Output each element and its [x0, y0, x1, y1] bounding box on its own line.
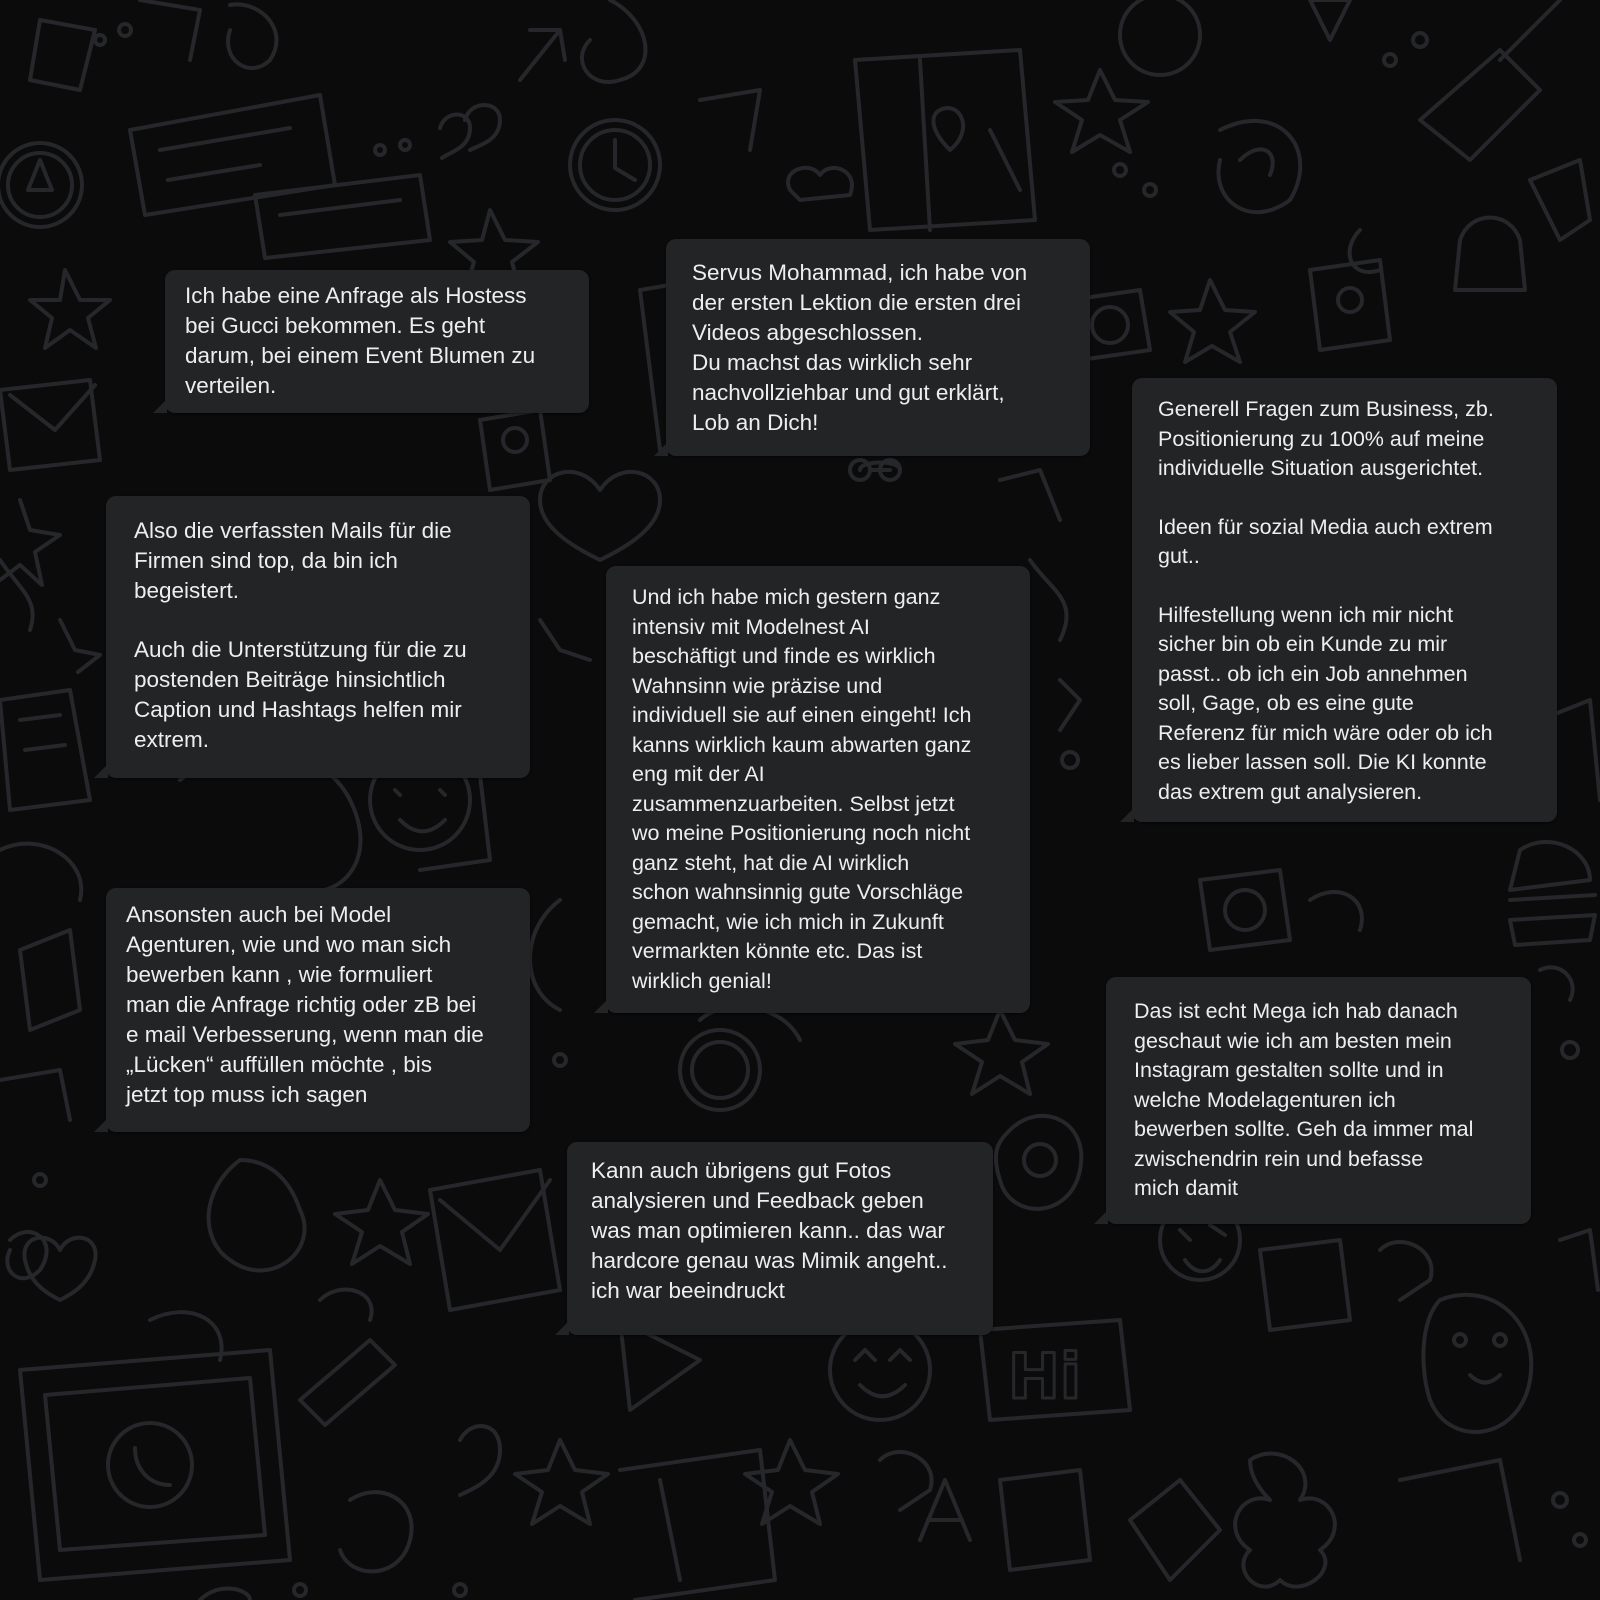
message-line: soll, Gage, ob es eine gute [1158, 691, 1414, 715]
message-line: was man optimieren kann.. das war [591, 1218, 945, 1243]
message-paragraph [134, 516, 510, 606]
bubble-tail [94, 764, 108, 778]
message-text [126, 900, 510, 1110]
message-line: Servus Mohammad, ich habe von [692, 260, 1028, 285]
message-line: passt.. ob ich ein Job annehmen [1158, 661, 1468, 686]
message-paragraph [1158, 395, 1543, 484]
message-line: Generell Fragen zum Business, zb. [1158, 397, 1494, 421]
message-line: das extrem gut analysieren. [1158, 779, 1423, 804]
message-line: darum, bei einem Event Blumen zu [185, 343, 536, 368]
message-line: Das ist echt Mega ich hab danach [1134, 999, 1458, 1023]
message-line: e mail Verbesserung, wenn man die [126, 1022, 484, 1047]
message-bubble-fotos-analysieren[interactable] [567, 1142, 993, 1335]
message-line: zwischendrin rein und befasse [1134, 1146, 1424, 1171]
message-line: mich damit [1134, 1176, 1238, 1200]
message-line: ich war beeindruckt [591, 1278, 785, 1303]
message-line: beschäftigt und finde es wirklich [632, 644, 936, 668]
message-line: „Lücken“ auffüllen möchte , bis [126, 1052, 433, 1077]
message-line: bewerben sollte. Geh da immer mal [1134, 1117, 1474, 1141]
message-bubble-gucci-hostess[interactable] [165, 270, 589, 413]
message-line: intensiv mit Modelnest AI [632, 614, 870, 639]
message-line: individuell sie auf einen eingeht! Ich [632, 703, 972, 727]
message-line: Hilfestellung wenn ich mir nicht [1158, 602, 1454, 627]
message-line: eng mit der AI [632, 762, 765, 786]
message-line: gut.. [1158, 544, 1200, 568]
bubble-tail [654, 442, 668, 456]
message-line: zusammenzuarbeiten. Selbst jetzt [632, 791, 955, 816]
bubble-tail [94, 1118, 108, 1132]
message-text [185, 281, 569, 401]
message-line: nachvollziehbar und gut erklärt, [692, 380, 1005, 405]
message-bubble-servus-mohammad[interactable] [666, 239, 1090, 456]
message-line: Wahnsinn wie präzise und [632, 673, 883, 698]
message-line: Kann auch übrigens gut Fotos [591, 1158, 892, 1183]
message-line: extrem. [134, 727, 210, 752]
message-line: Referenz für mich wäre oder ob ich [1158, 720, 1493, 745]
message-line: der ersten Lektion die ersten drei [692, 290, 1021, 315]
message-line: schon wahnsinnig gute Vorschläge [632, 880, 964, 904]
message-line: welche Modelagenturen ich [1134, 1087, 1396, 1112]
message-line: Instagram gestalten sollte und in [1134, 1058, 1444, 1082]
message-line: bewerben kann , wie formuliert [126, 962, 433, 987]
message-text [1134, 997, 1513, 1204]
message-line: Ideen für sozial Media auch extrem [1158, 514, 1493, 539]
bubble-tail [153, 399, 167, 413]
message-line: Firmen sind top, da bin ich [134, 548, 398, 573]
message-line: sicher bin ob ein Kunde zu mir [1158, 632, 1448, 656]
message-line: Ansonsten auch bei Model [126, 902, 392, 927]
message-line: Caption und Hashtags helfen mir [134, 697, 462, 722]
message-line: es lieber lassen soll. Die KI konnte [1158, 750, 1487, 774]
message-text [632, 583, 1014, 996]
message-line: jetzt top muss ich sagen [126, 1082, 368, 1107]
message-line: Agenturen, wie und wo man sich [126, 932, 452, 957]
message-line: wirklich genial! [632, 968, 772, 993]
bubble-tail [594, 999, 608, 1013]
message-line: bei Gucci bekommen. Es geht [185, 313, 486, 338]
message-line: gemacht, wie ich mich in Zukunft [632, 909, 944, 934]
message-line: verteilen. [185, 373, 277, 398]
message-line: vermarkten könnte etc. Das ist [632, 939, 923, 963]
message-bubble-mails-firmen[interactable] [106, 496, 530, 778]
message-bubble-modelnest-ai[interactable] [606, 566, 1030, 1013]
message-line: Positionierung zu 100% auf meine [1158, 426, 1485, 451]
message-bubble-model-agenturen[interactable] [106, 888, 530, 1132]
message-paragraph [1158, 513, 1543, 572]
message-line: geschaut wie ich am besten mein [1134, 1028, 1452, 1053]
bubble-tail [1120, 808, 1134, 822]
bubble-tail [1094, 1210, 1108, 1224]
message-line: analysieren und Feedback geben [591, 1188, 924, 1213]
bubble-tail [555, 1321, 569, 1335]
message-line: man die Anfrage richtig oder zB bei [126, 992, 477, 1017]
message-line: Lob an Dich! [692, 410, 819, 435]
message-line: postenden Beiträge hinsichtlich [134, 667, 446, 692]
message-line: wo meine Positionierung noch nicht [632, 821, 971, 845]
message-bubble-generell-fragen[interactable] [1132, 378, 1557, 822]
message-line: Ich habe eine Anfrage als Hostess [185, 283, 527, 308]
message-line: begeistert. [134, 578, 240, 603]
message-line: Auch die Unterstützung für die zu [134, 637, 467, 662]
message-bubble-echt-mega[interactable] [1106, 977, 1531, 1224]
message-paragraph [134, 635, 510, 755]
message-line: kanns wirklich kaum abwarten ganz [632, 732, 972, 757]
svg-text:Hi: Hi [1008, 1340, 1082, 1413]
message-line: ganz steht, hat die AI wirklich [632, 850, 910, 875]
message-text [692, 258, 1070, 438]
message-text [591, 1156, 977, 1306]
message-line: individuelle Situation ausgerichtet. [1158, 456, 1484, 480]
message-line: hardcore genau was Mimik angeht.. [591, 1248, 948, 1273]
message-line: Also die verfassten Mails für die [134, 518, 452, 543]
message-line: Und ich habe mich gestern ganz [632, 585, 941, 609]
message-paragraph [1158, 601, 1543, 808]
message-line: Videos abgeschlossen. [692, 320, 923, 345]
message-line: Du machst das wirklich sehr [692, 350, 973, 375]
